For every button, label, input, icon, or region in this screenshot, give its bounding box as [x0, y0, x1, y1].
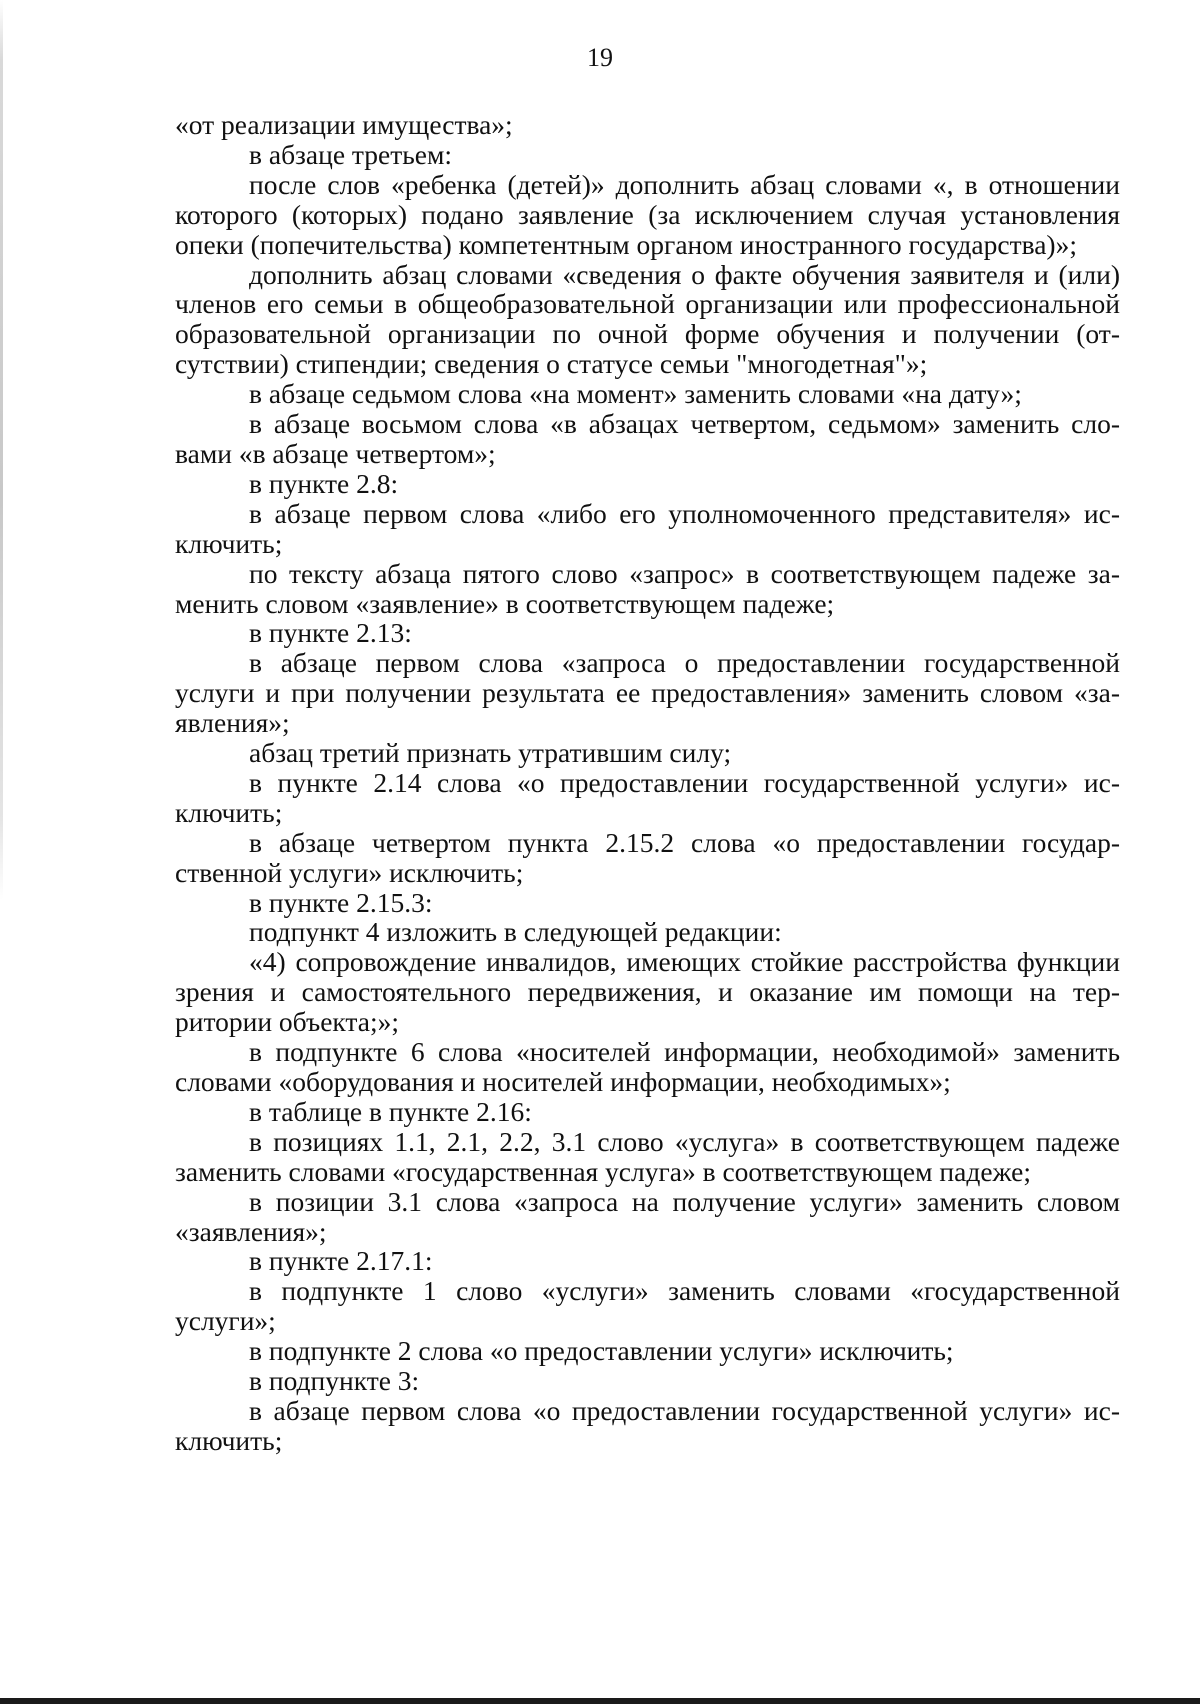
paragraph: в подпункте 6 слова «носителей информации, необходимой» заменить словами «оборудования и носителей информации, необходимых»; [175, 1036, 1120, 1097]
paragraph: в подпункте 1 слово «услуги» заменить словами «государственной услуги»; [175, 1275, 1120, 1337]
paragraph: в подпункте 2 слова «о предоставлении услуги» исключить; [249, 1335, 954, 1367]
paragraph: в абзаце первом слова «о предоставлении государственной услуги» исключить; [175, 1394, 1120, 1456]
paragraph: абзац третий признать утратившим силу; [249, 737, 732, 769]
paragraph: в пункте 2.15.3: [249, 886, 433, 918]
paragraph: после слов «ребенка (детей)» дополнить абзац словами «, в отношении которого (которых) подано заявление (за исключением случая установления опеки (попечительства) компетентным органом иностранного государства)»; [175, 168, 1120, 260]
paragraph: в подпункте 3: [249, 1365, 420, 1397]
paragraph: в пункте 2.8: [249, 467, 399, 499]
paragraph: в позиции 3.1 слова «запроса на получение услуги» заменить словом «заявления»; [175, 1185, 1120, 1247]
paragraph: в абзаце первом слова «либо его уполномоченного представителя» исключить; [175, 497, 1120, 559]
paragraph: в абзаце восьмом слова «в абзацах четвертом, седьмом» заменить словами «в абзаце четвертом»; [175, 408, 1120, 469]
paragraph: в абзаце третьем: [249, 138, 453, 170]
paragraph: в пункте 2.17.1: [249, 1245, 433, 1277]
paragraph: в пункте 2.13: [249, 617, 412, 649]
paragraph: в позициях 1.1, 2.1, 2.2, 3.1 слово «услуга» в соответствующем падеже заменить словами «государственная услуга» в соответствующем падеже; [175, 1125, 1120, 1187]
scan-edge-shadow [0, 0, 3, 1704]
paragraph: «4) сопровождение инвалидов, имеющих стойкие расстройства функции зрения и самостоятельного передвижения, и оказание им помощи на территории объекта;»; [175, 946, 1120, 1038]
paragraph: в абзаце седьмом слова «на момент» заменить словами «на дату»; [249, 378, 1022, 410]
paragraph: в пункте 2.14 слова «о предоставлении государственной услуги» исключить; [175, 766, 1120, 828]
paragraph: по тексту абзаца пятого слово «запрос» в соответствующем падеже заменить словом «заявление» в соответствующем падеже; [175, 557, 1120, 619]
paragraph: дополнить абзац словами «сведения о факте обучения заявителя и (или) членов его семьи в общеобразовательной организации или профессиональной образовательной организации по очной форме обучения и получении (отсутствии) стипендии; сведения о статусе семьи "многодетная"»; [175, 258, 1120, 380]
paragraph: «от реализации имущества»; [175, 109, 513, 140]
paragraph: в таблице в пункте 2.16: [249, 1095, 532, 1127]
paragraph: в абзаце первом слова «запроса о предоставлении государственной услуги и при получении результата ее предоставления» заменить словом «заявления»; [175, 647, 1120, 739]
page-bottom-edge [0, 1698, 1200, 1704]
paragraph: подпункт 4 изложить в следующей редакции: [249, 916, 782, 948]
paragraph: в абзаце четвертом пункта 2.15.2 слова «о предоставлении государственной услуги» исключить; [175, 826, 1120, 888]
document-body [175, 110, 1120, 1456]
page-number: 19 [587, 43, 613, 72]
